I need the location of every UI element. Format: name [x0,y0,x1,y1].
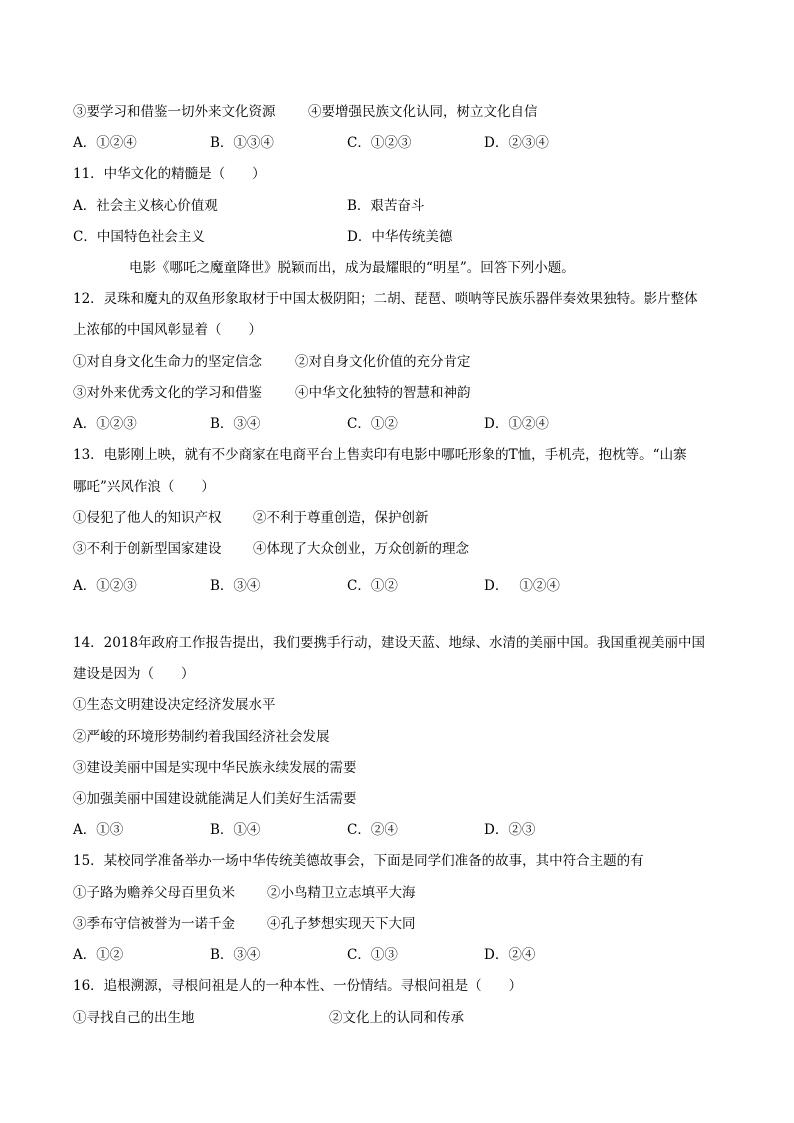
answer-a: A．①② [73,947,124,963]
option-2: ②小鸟精卫立志填平大海 [267,885,416,901]
answer-c: C．②④ [347,822,398,838]
option-4: ④孔子梦想实现天下大同 [267,916,416,932]
option-2: ②严峻的环境形势制约着我国经济社会发展 [73,729,330,745]
answer-d: D．②③ [484,822,536,838]
answer-d: D．②③④ [484,135,549,151]
option-1: ①对自身文化生命力的坚定信念 [73,354,262,370]
option-4: ④要增强民族文化认同，树立文化自信 [308,104,538,120]
option-3: ③对外来优秀文化的学习和借鉴 [73,385,262,401]
question-12-stem: 12．灵珠和魔丸的双鱼形象取材于中国太极阴阳；二胡、琵琶、唢呐等民族乐器伴奏效果独特。影片整体 [73,291,698,307]
option-1: ①侵犯了他人的知识产权 [73,510,222,526]
question-13-stem-cont: 哪吒”兴风作浪（ ） [73,479,215,495]
option-3: ③建设美丽中国是实现中华民族永续发展的需要 [73,760,357,776]
question-11-stem: 11．中华文化的精髓是（ ） [73,166,266,182]
option-1: ①寻找自己的出生地 [73,1010,195,1026]
answer-b: B．③④ [210,416,261,432]
answer-b: B．①③④ [210,135,274,151]
question-14-stem-cont: 建设是因为（ ） [73,666,195,682]
option-3: ③要学习和借鉴一切外来文化资源 [73,104,276,120]
answer-a: A．①②④ [73,135,137,151]
answer-c: C．①③ [347,947,398,963]
answer-a: A．①③ [73,822,124,838]
answer-b: B．③④ [210,578,261,594]
option-4: ④体现了大众创业，万众创新的理念 [253,541,469,557]
option-3: ③季布守信被誉为一诺千金 [73,916,235,932]
option-1: ①生态文明建设决定经济发展水平 [73,697,276,713]
answer-c: C．①② [347,578,398,594]
answer-c: C．中国特色社会主义 [73,229,205,245]
question-15-stem: 15．某校同学准备举办一场中华传统美德故事会，下面是同学们准备的故事，其中符合主题的有 [73,853,644,869]
question-13-stem: 13．电影刚上映，就有不少商家在电商平台上售卖印有电影中哪吒形象的T恤，手机壳，抱枕等。“山寨 [73,447,687,463]
option-2: ②不利于尊重创造，保护创新 [253,510,429,526]
option-4: ④中华文化独特的智慧和神韵 [295,385,471,401]
answer-a: A．社会主义核心价值观 [73,198,218,214]
answer-b: B．艰苦奋斗 [347,198,425,214]
question-14-stem: 14．2018年政府工作报告提出，我们要携手行动，建设天蓝、地绿、水清的美丽中国。我国重视美丽中国 [73,635,706,651]
option-2: ②对自身文化价值的充分肯定 [295,354,471,370]
question-12-stem-cont: 上浓郁的中国风彰显着（ ） [73,322,262,338]
option-3: ③不利于创新型国家建设 [73,541,222,557]
passage-intro: 电影《哪吒之魔童降世》脱颖而出，成为最耀眼的“明星”。回答下列小题。 [129,260,575,276]
option-4: ④加强美丽中国建设就能满足人们美好生活需要 [73,791,357,807]
answer-b: B．③④ [210,947,261,963]
answer-b: B．①④ [210,822,261,838]
answer-c: C．①② [347,416,398,432]
option-2: ②文化上的认同和传承 [329,1010,464,1026]
answer-a: A．①②③ [73,578,137,594]
option-1: ①子路为赡养父母百里负米 [73,885,235,901]
answer-d: D．中华传统美德 [347,229,453,245]
answer-d: D． ①②④ [484,578,560,594]
question-16-stem: 16．追根溯源，寻根问祖是人的一种本性、一份情结。寻根问祖是（ ） [73,978,523,994]
answer-c: C．①②③ [347,135,412,151]
answer-a: A．①②③ [73,416,137,432]
answer-d: D．②④ [484,947,536,963]
answer-d: D．①②④ [484,416,549,432]
